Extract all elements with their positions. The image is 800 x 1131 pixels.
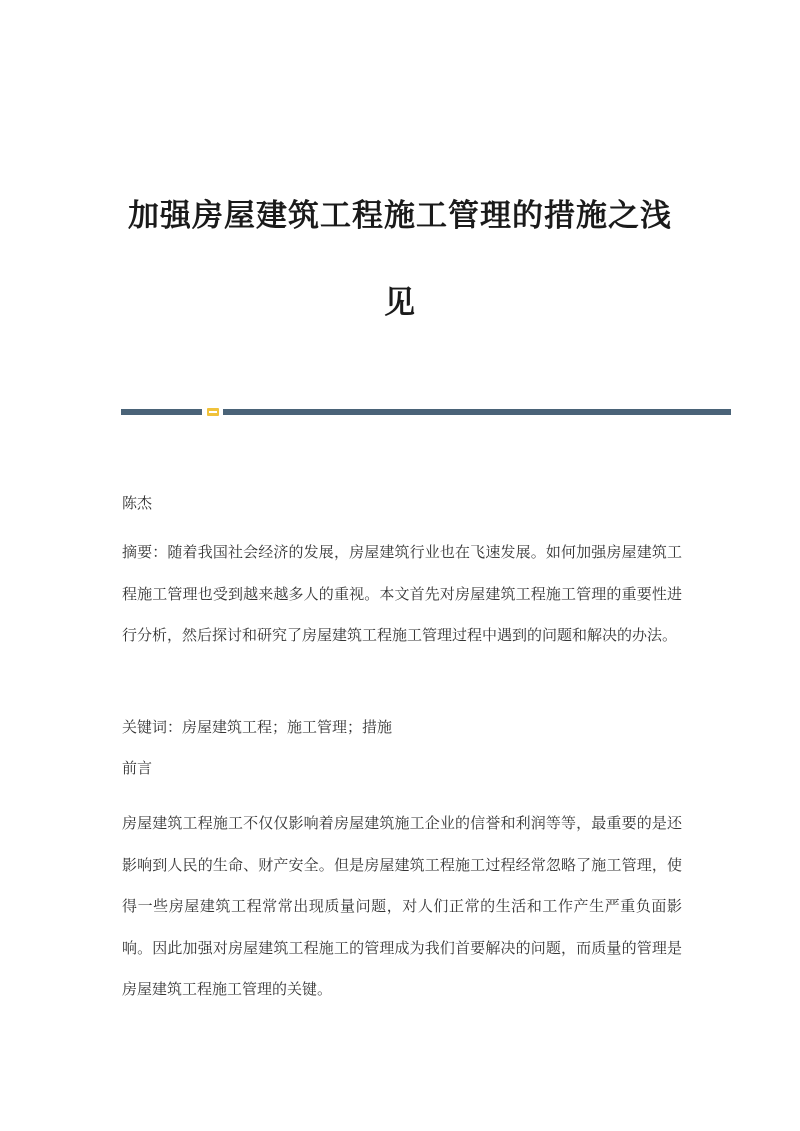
document-title-line-1: 加强房屋建筑工程施工管理的措施之浅: [128, 198, 672, 234]
divider-bar-left: [121, 409, 202, 415]
author-name: 陈杰: [122, 494, 153, 512]
body-paragraph: 房屋建筑工程施工不仅仅影响着房屋建筑施工企业的信誉和利润等等，最重要的是还影响到人民的生命、财产安全。但是房屋建筑工程施工过程经常忽略了施工管理，使得一些房屋建筑工程常常出现质量问题，对人们正常的生活和工作产生严重负面影响。因此加强对房屋建筑工程施工的管理成为我们首要解决的问题，而质量的管理是房屋建筑工程施工管理的关键。: [122, 814, 682, 998]
document-title-line-2: 见: [384, 285, 416, 321]
divider-bar-right: [223, 409, 731, 415]
preface-heading: 前言: [122, 759, 153, 777]
divider-ornament-icon: [207, 408, 219, 416]
keywords-line: 关键词：房屋建筑工程；施工管理；措施: [122, 718, 393, 736]
title-divider: [121, 408, 731, 416]
abstract-paragraph: 摘要：随着我国社会经济的发展，房屋建筑行业也在飞速发展。如何加强房屋建筑工程施工管理也受到越来越多人的重视。本文首先对房屋建筑工程施工管理的重要性进行分析，然后探讨和研究了房屋建筑工程施工管理过程中遇到的问题和解决的办法。: [122, 543, 682, 644]
